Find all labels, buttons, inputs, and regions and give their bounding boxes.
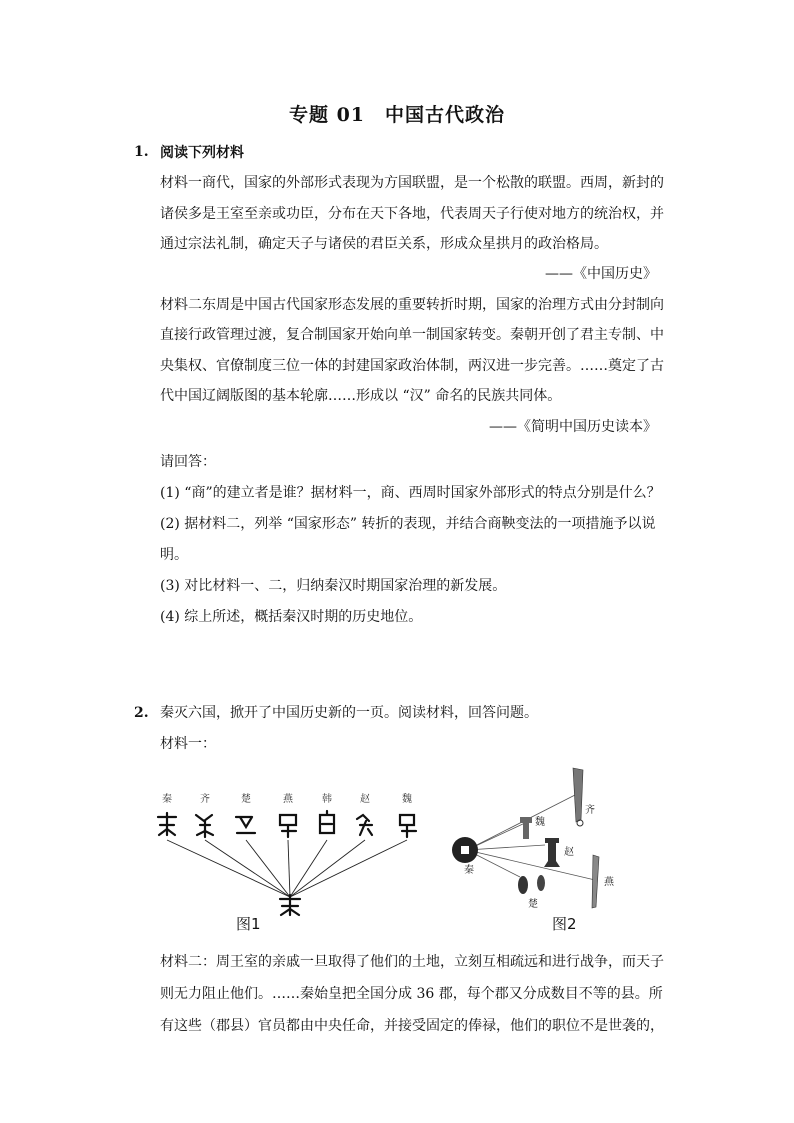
q1-question-1: (1) “商”的建立者是谁？据材料一，商、西周时国家外部形式的特点分别是什么？ — [160, 485, 661, 501]
q1-question-2: (2) 据材料二，列举 “国家形态” 转折的表现，并结合商鞅变法的一项措施予以说 — [160, 516, 656, 532]
ancient-glyph-zhao — [357, 815, 372, 835]
knife-coin-qi — [573, 768, 583, 822]
coin-label: 赵 — [564, 847, 574, 858]
q1-material2-line: 直接行政管理过渡，复合制国家开始向单一制国家转变。秦朝开创了君主专制、中 — [160, 327, 664, 343]
question-2-intro: 秦灭六国，掀开了中国历史新的一页。阅读材料，回答问题。 — [160, 705, 538, 721]
page-title: 专题 01 中国古代政治 — [288, 104, 506, 126]
state-label: 燕 — [283, 794, 293, 805]
q1-source1: ——《中国历史》 — [545, 266, 657, 282]
q1-question-4: (4) 综上所述，概括秦汉时期的历史地位。 — [160, 609, 423, 625]
q1-question-3: (3) 对比材料一、二，归纳秦汉时期国家治理的新发展。 — [160, 578, 507, 594]
q2-material1-label: 材料一： — [160, 736, 216, 752]
ancient-glyph-wei — [400, 815, 416, 837]
ant-nose-coin-chu — [537, 875, 545, 891]
ancient-glyph-yan — [280, 815, 296, 837]
ancient-glyph-han — [320, 811, 334, 833]
spade-coin-zhao — [544, 838, 560, 867]
state-label: 楚 — [241, 794, 251, 805]
ancient-glyph-chu — [236, 817, 255, 833]
figure-2-caption: 图2 — [552, 915, 577, 933]
ant-nose-coin-chu — [518, 876, 528, 894]
coin-label: 秦 — [464, 865, 474, 876]
knife-coin-yan — [592, 855, 599, 908]
unified-qin-glyph — [280, 895, 300, 915]
q1-question-2-cont: 明。 — [160, 547, 188, 563]
spade-coin-wei — [520, 817, 532, 839]
q2-material2-line: 有这些（郡县）官员都由中央任命，并接受固定的俸禄，他们的职位不是世袭的， — [160, 1018, 664, 1034]
coin-label: 魏 — [535, 817, 545, 828]
q1-material2-line: 材料二东周是中国古代国家形态发展的重要转折时期，国家的治理方式由分封制向 — [160, 297, 664, 313]
state-label: 齐 — [200, 794, 210, 805]
state-label: 魏 — [402, 794, 412, 805]
figure-1-script-diagram — [150, 785, 440, 920]
q1-material1-line: 诸侯多是王室至亲或功臣，分布在天下各地，代表周天子行使对地方的统治权，并 — [160, 206, 664, 222]
state-label: 赵 — [360, 794, 370, 805]
q2-material2-line: 材料二：周王室的亲戚一旦取得了他们的土地，立刻互相疏远和进行战争，而天子 — [160, 954, 664, 970]
coin-label: 齐 — [585, 805, 595, 816]
question-2-number: 2. — [134, 705, 149, 721]
coin-label: 燕 — [604, 877, 614, 888]
figure-2-coin-diagram — [445, 765, 635, 915]
state-label: 秦 — [162, 794, 172, 805]
q2-material2-line: 则无力阻止他们。……秦始皇把全国分成 36 郡，每个郡又分成数目不等的县。所 — [160, 986, 663, 1002]
q1-prompt: 请回答： — [160, 454, 216, 470]
q1-material1-line: 通过宗法礼制，确定天子与诸侯的君臣关系，形成众星拱月的政治格局。 — [160, 236, 608, 252]
state-label: 韩 — [322, 794, 332, 805]
q1-material1-line: 材料一商代，国家的外部形式表现为方国联盟，是一个松散的联盟。西周，新封的 — [160, 175, 664, 191]
ancient-glyph-qi — [196, 815, 213, 837]
q1-material2-line: 代中国辽阔版图的基本轮廓……形成以 “汉” 命名的民族共同体。 — [160, 388, 562, 404]
question-1-number: 1. — [134, 144, 149, 160]
question-1-intro: 阅读下列材料 — [160, 145, 244, 161]
figure-1-caption: 图1 — [236, 915, 261, 933]
q1-source2: ——《简明中国历史读本》 — [489, 419, 657, 435]
coin-label: 楚 — [528, 899, 538, 910]
ancient-glyph-qin — [158, 813, 176, 835]
q1-material2-line: 央集权、官僚制度三位一体的封建国家政治体制，两汉进一步完善。……奠定了古 — [160, 358, 664, 374]
